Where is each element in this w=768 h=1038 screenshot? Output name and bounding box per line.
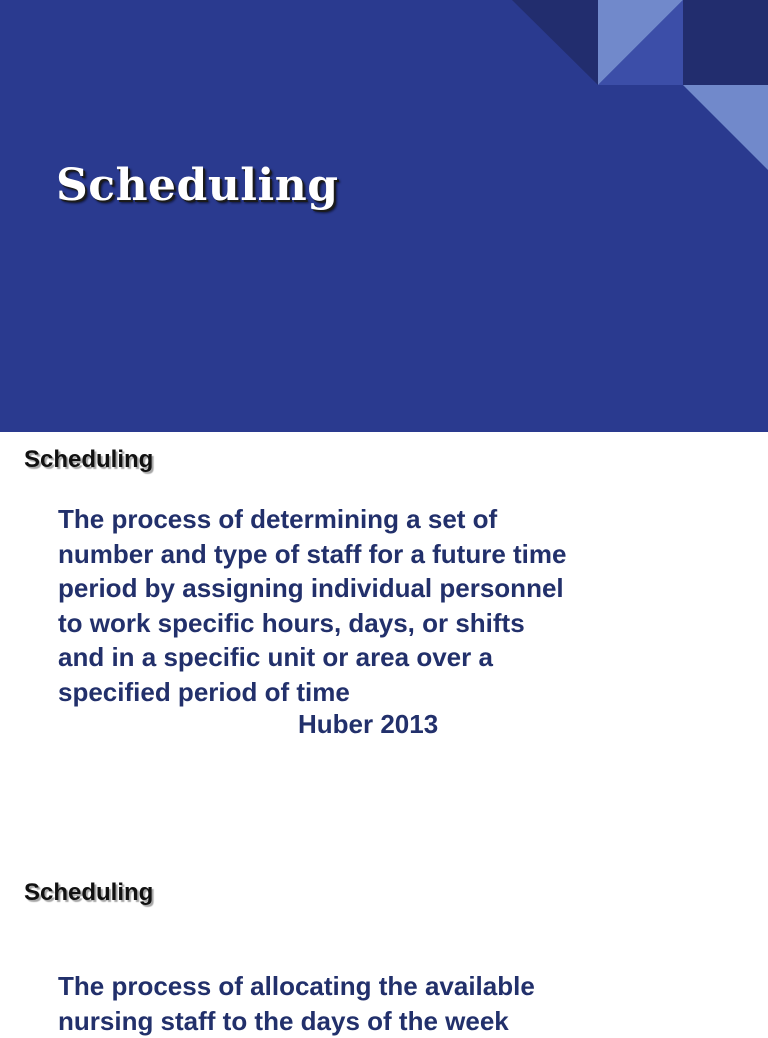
citation: Huber 2013 — [298, 709, 438, 740]
definition-line: The process of allocating the available — [58, 969, 658, 1004]
deco-light-wedge — [683, 85, 768, 170]
definition-line: The process of determining a set of — [58, 502, 658, 537]
corner-decoration — [0, 0, 768, 432]
title-slide — [0, 0, 768, 432]
section-heading: Scheduling — [24, 446, 153, 474]
deco-dark-square — [683, 0, 768, 85]
definition-line: number and type of staff for a future time — [58, 537, 658, 572]
definition-text — [58, 502, 658, 709]
definition-text — [58, 969, 658, 1038]
definition-line: specified period of time — [58, 675, 658, 710]
definition-line: period by assigning individual personnel — [58, 571, 658, 606]
definition-line: to work specific hours, days, or shifts — [58, 606, 658, 641]
deco-dark-triangle — [512, 0, 598, 85]
section-heading: Scheduling — [24, 879, 153, 907]
slide-title: Scheduling — [56, 160, 339, 211]
definition-line: nursing staff to the days of the week — [58, 1004, 658, 1038]
definition-line: and in a specific unit or area over a — [58, 640, 658, 675]
